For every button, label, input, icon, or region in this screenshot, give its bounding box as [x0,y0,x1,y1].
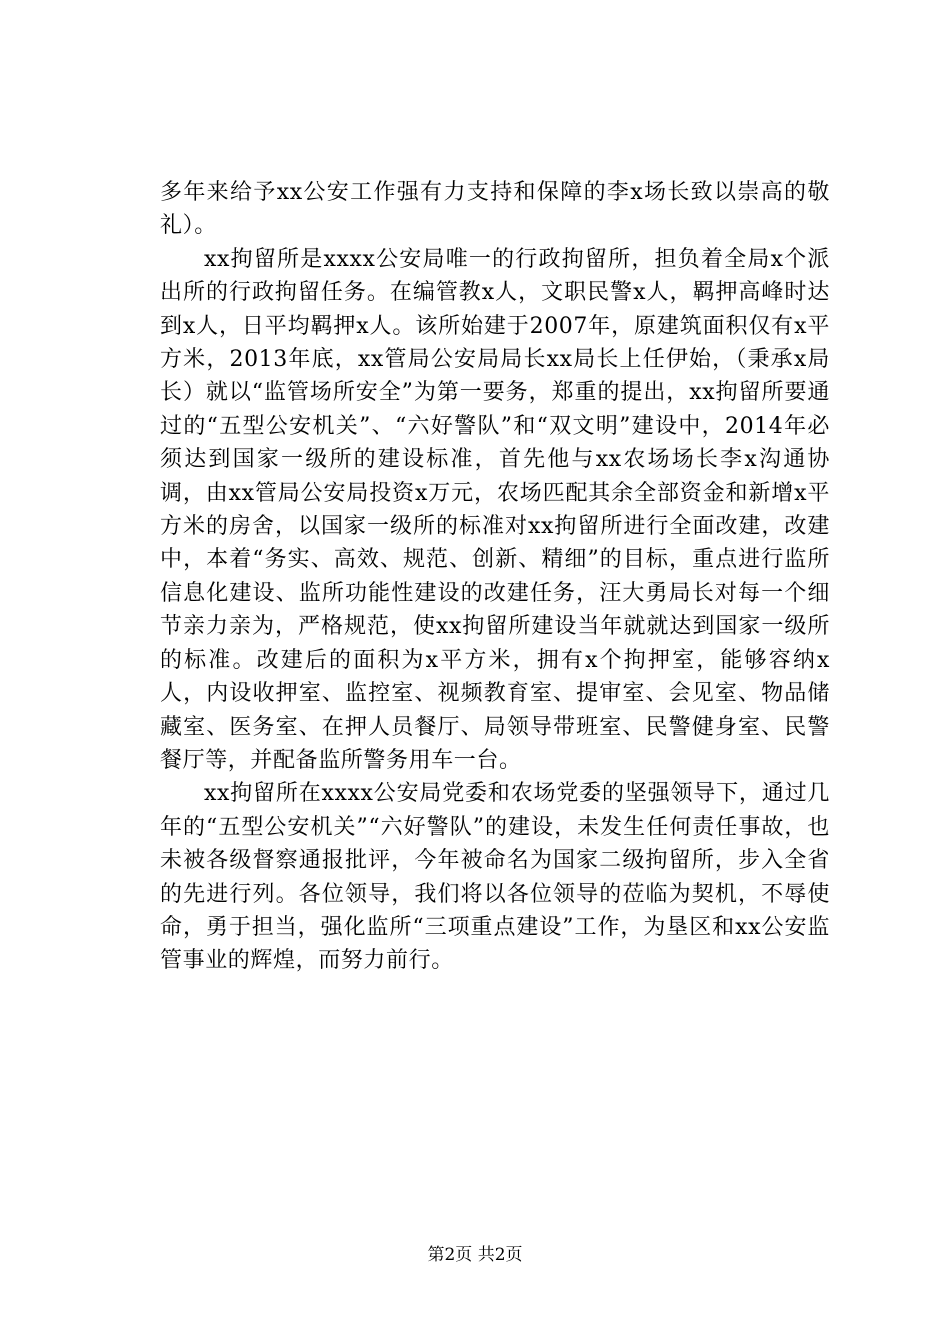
paragraph-3: xx拘留所在xxxx公安局党委和农场党委的坚强领导下，通过几年的“五型公安机关”“六好警队”的建设，未发生任何责任事故，也未被各级督察通报批评，今年被命名为国家二级拘留所，步入全省的先进行列。各位领导，我们将以各位领导的莅临为契机，不辱使命，勇于担当，强化监所“三项重点建设”工作，为垦区和xx公安监管事业的辉煌，而努力前行。 [160,781,830,974]
paragraph-2: xx拘留所是xxxx公安局唯一的行政拘留所，担负着全局x个派出所的行政拘留任务。在编管教x人，文职民警x人，羁押高峰时达到x人，日平均羁押x人。该所始建于2007年，原建筑面积仅有x平方米，2013年底，xx管局公安局局长xx局长上任伊始，（秉承x局长）就以“监管场所安全”为第一要务，郑重的提出，xx拘留所要通过的“五型公安机关”、“六好警队”和“双文明”建设中，2014年必须达到国家一级所的建设标准，首先他与xx农场场长李x沟通协调，由xx管局公安局投资x万元，农场匹配其余全部资金和新增x平方米的房舍，以国家一级所的标准对xx拘留所进行全面改建，改建中，本着“务实、高效、规范、创新、精细”的目标，重点进行监所信息化建设、监所功能性建设的改建任务，汪大勇局长对每一个细节亲力亲为，严格规范，使xx拘留所建设当年就就达到国家一级所的标准。改建后的面积为x平方米，拥有x个拘押室，能够容纳x人，内设收押室、监控室、视频教育室、提审室、会见室、物品储藏室、医务室、在押人员餐厅、局领导带班室、民警健身室、民警餐厅等，并配备监所警务用车一台。 [160,246,830,773]
page-footer: 第2页 共2页 [427,1245,523,1265]
paragraph-1: 多年来给予xx公安工作强有力支持和保障的李x场长致以崇高的敬礼）。 [160,180,830,239]
document-body [160,176,830,978]
